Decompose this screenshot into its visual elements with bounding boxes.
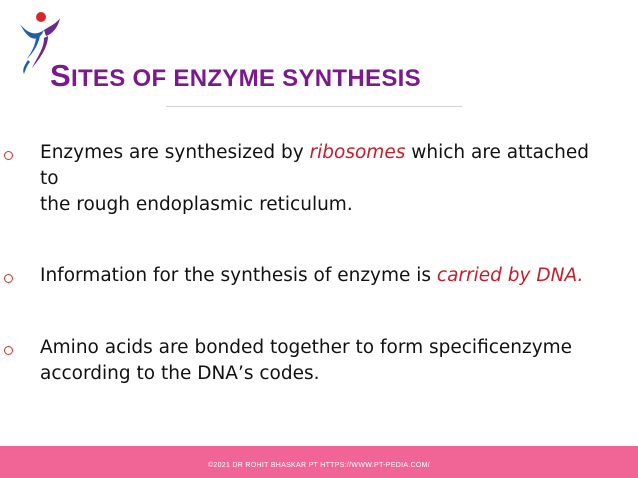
title-rest: ITES OF ENZYME SYNTHESIS	[70, 65, 421, 92]
title-first-letter: S	[50, 58, 71, 93]
highlight-ribosomes: ribosomes	[309, 142, 406, 163]
bullet-text-before: Information for the synthesis of enzyme is	[40, 265, 437, 286]
bullet-line	[40, 263, 630, 289]
bullet-marker-icon	[4, 346, 13, 355]
bullet-text	[40, 335, 630, 387]
highlight-carried-by-dna: carried by DNA.	[436, 265, 584, 286]
bullet-marker-icon	[4, 274, 13, 283]
bullet-text	[40, 140, 630, 218]
bullet-line: to	[40, 168, 59, 189]
bullet-line: the rough endoplasmic reticulum.	[40, 194, 353, 215]
bullet-line	[40, 140, 630, 166]
slide-title	[50, 58, 421, 94]
bullet-text	[40, 263, 630, 289]
footer-bar	[0, 446, 638, 478]
footer-text: ©2021 DR ROHIT BHASKAR PT HTTPS://WWW.PT-PEDIA.COM/	[207, 462, 431, 469]
bullet-line: according to the DNA’s codes.	[40, 363, 320, 384]
bullet-text-before: Enzymes are synthesized by	[40, 142, 310, 163]
bullet-text-after: which are attached	[405, 142, 590, 163]
bullet-line: Amino acids are bonded together to form specificenzyme	[40, 337, 573, 358]
bullet-marker-icon	[4, 151, 13, 160]
title-divider	[166, 106, 462, 107]
